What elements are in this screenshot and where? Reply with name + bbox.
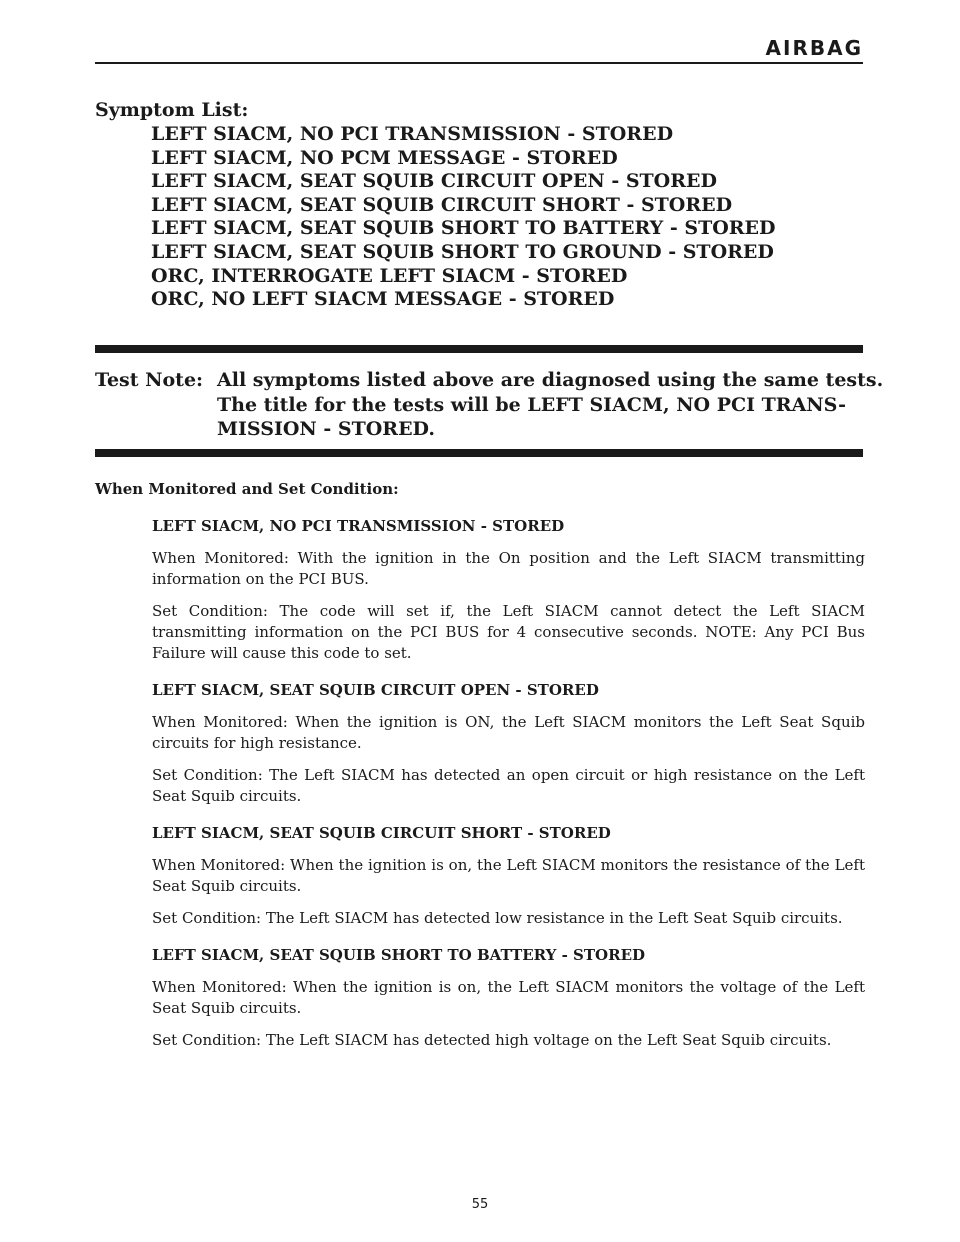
symptom-list <box>95 98 865 312</box>
section-title: AIRBAG <box>765 36 863 60</box>
symptom-item: ORC, INTERROGATE LEFT SIACM - STORED <box>151 264 628 287</box>
symptom-list-label: Symptom List: <box>95 99 249 121</box>
header-rule <box>95 62 863 64</box>
condition-block <box>95 945 865 1051</box>
set-condition-text: Set Condition: The code will set if, the Left SIACM cannot detect the Left SIACM transmitting information on the PCI BUS for 4 consecutive seconds. NOTE: Any PCI Bus Failure will cause this code to set. <box>152 602 865 662</box>
condition-block <box>95 823 865 929</box>
test-note-line-2: The title for the tests will be LEFT SIACM, NO PCI TRANS- <box>217 393 846 416</box>
condition-title: LEFT SIACM, SEAT SQUIB SHORT TO BATTERY - STORED <box>152 946 646 964</box>
condition-title: LEFT SIACM, SEAT SQUIB CIRCUIT SHORT - STORED <box>152 824 611 842</box>
divider-rule-top <box>95 345 863 353</box>
symptom-item: LEFT SIACM, SEAT SQUIB CIRCUIT OPEN - STORED <box>151 170 717 193</box>
when-monitored-text: When Monitored: With the ignition in the On position and the Left SIACM transmitting information on the PCI BUS. <box>152 549 865 588</box>
symptom-item: LEFT SIACM, SEAT SQUIB SHORT TO BATTERY - STORED <box>151 217 776 240</box>
when-monitored-text: When Monitored: When the ignition is on, the Left SIACM monitors the voltage of the Left Seat Squib circuits. <box>152 978 865 1017</box>
test-note-line-1: All symptoms listed above are diagnosed using the same tests. <box>217 369 884 391</box>
set-condition-text: Set Condition: The Left SIACM has detected high voltage on the Left Seat Squib circuits. <box>152 1031 832 1049</box>
symptom-item: LEFT SIACM, NO PCM MESSAGE - STORED <box>151 146 618 169</box>
symptom-item: LEFT SIACM, SEAT SQUIB CIRCUIT SHORT - STORED <box>151 193 733 216</box>
test-note-label: Test Note: <box>95 369 204 391</box>
condition-title: LEFT SIACM, NO PCI TRANSMISSION - STORED <box>152 517 565 535</box>
set-condition-text: Set Condition: The Left SIACM has detected an open circuit or high resistance on the Left Seat Squib circuits. <box>152 766 865 805</box>
monitor-section <box>95 479 865 1062</box>
page-number: 55 <box>471 1197 489 1212</box>
monitor-section-heading: When Monitored and Set Condition: <box>95 480 399 498</box>
divider-rule-bottom <box>95 449 863 457</box>
symptom-item: ORC, NO LEFT SIACM MESSAGE - STORED <box>151 288 615 311</box>
condition-block <box>95 680 865 807</box>
test-note <box>95 368 884 442</box>
set-condition-text: Set Condition: The Left SIACM has detected low resistance in the Left Seat Squib circuits. <box>152 909 843 927</box>
when-monitored-text: When Monitored: When the ignition is on, the Left SIACM monitors the resistance of the Left Seat Squib circuits. <box>152 856 865 895</box>
condition-block <box>95 516 865 664</box>
when-monitored-text: When Monitored: When the ignition is ON, the Left SIACM monitors the Left Seat Squib circuits for high resistance. <box>152 713 865 752</box>
symptom-item: LEFT SIACM, NO PCI TRANSMISSION - STORED <box>151 123 674 145</box>
condition-title: LEFT SIACM, SEAT SQUIB CIRCUIT OPEN - STORED <box>152 681 599 699</box>
symptom-item: LEFT SIACM, SEAT SQUIB SHORT TO GROUND - STORED <box>151 240 774 263</box>
test-note-line-3: MISSION - STORED. <box>217 418 435 440</box>
